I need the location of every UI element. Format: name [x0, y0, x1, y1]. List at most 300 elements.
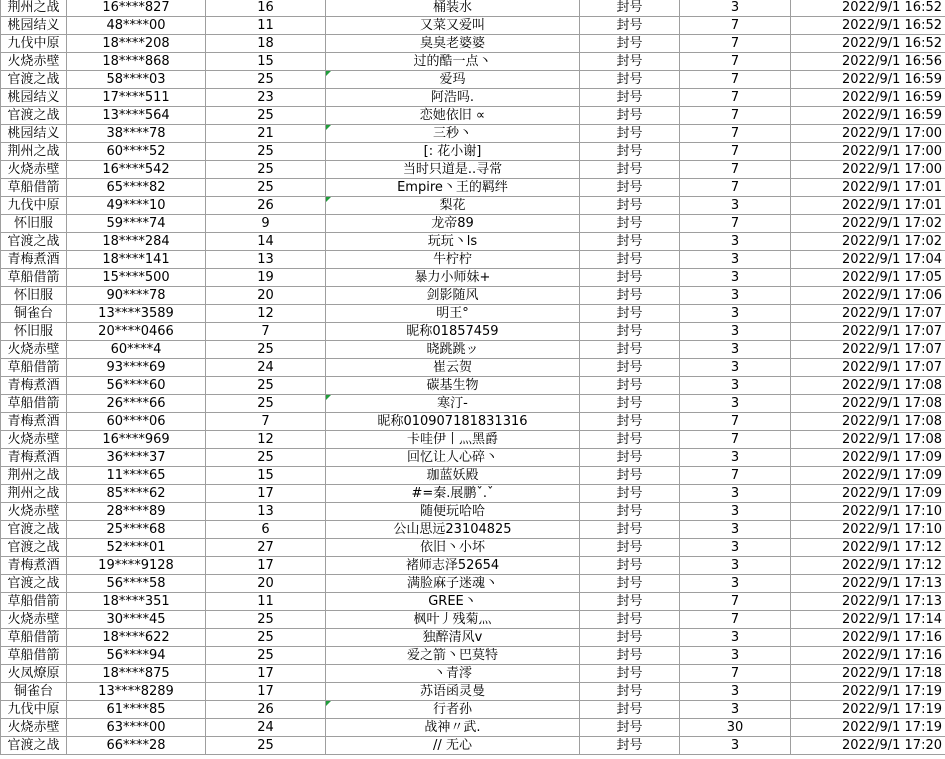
cell-account[interactable] — [67, 557, 206, 575]
cell-action[interactable] — [580, 143, 680, 161]
cell-account[interactable] — [67, 539, 206, 557]
cell-server[interactable] — [1, 449, 67, 467]
cell-account[interactable] — [67, 431, 206, 449]
cell-level[interactable] — [206, 53, 326, 71]
cell-player-name[interactable] — [326, 377, 580, 395]
cell-account[interactable] — [67, 53, 206, 71]
cell-action-text: 封号 — [616, 234, 643, 249]
cell-timestamp[interactable] — [791, 503, 945, 521]
cell-player-name[interactable] — [326, 323, 580, 341]
cell-player-name[interactable] — [326, 395, 580, 413]
cell-action[interactable] — [580, 89, 680, 107]
cell-level[interactable] — [206, 269, 326, 287]
cell-level[interactable] — [206, 737, 326, 755]
cell-player-name[interactable] — [326, 269, 580, 287]
cell-timestamp[interactable] — [791, 359, 945, 377]
cell-action[interactable] — [580, 215, 680, 233]
cell-account[interactable] — [67, 467, 206, 485]
cell-server[interactable] — [1, 503, 67, 521]
cell-level[interactable] — [206, 215, 326, 233]
cell-account[interactable] — [67, 323, 206, 341]
cell-timestamp[interactable] — [791, 143, 945, 161]
cell-server[interactable] — [1, 521, 67, 539]
cell-player-name[interactable] — [326, 215, 580, 233]
cell-action[interactable] — [580, 341, 680, 359]
cell-account[interactable] — [67, 395, 206, 413]
cell-server[interactable] — [1, 467, 67, 485]
cell-timestamp[interactable] — [791, 485, 945, 503]
cell-server[interactable] — [1, 269, 67, 287]
cell-timestamp[interactable] — [791, 251, 945, 269]
cell-level[interactable] — [206, 539, 326, 557]
cell-account[interactable] — [67, 485, 206, 503]
cell-ban-days[interactable] — [680, 377, 791, 395]
cell-ban-days[interactable] — [680, 341, 791, 359]
cell-action[interactable] — [580, 719, 680, 737]
cell-server[interactable] — [1, 485, 67, 503]
cell-level[interactable] — [206, 521, 326, 539]
cell-server[interactable] — [1, 719, 67, 737]
cell-timestamp[interactable] — [791, 683, 945, 701]
cell-player-name[interactable] — [326, 557, 580, 575]
cell-player-name[interactable] — [326, 413, 580, 431]
cell-server[interactable] — [1, 89, 67, 107]
cell-action[interactable] — [580, 0, 680, 17]
cell-ban-days[interactable] — [680, 395, 791, 413]
cell-action[interactable] — [580, 359, 680, 377]
cell-ban-days[interactable] — [680, 611, 791, 629]
cell-action[interactable] — [580, 647, 680, 665]
cell-player-name[interactable] — [326, 647, 580, 665]
cell-player-name[interactable] — [326, 539, 580, 557]
cell-ban-days[interactable] — [680, 575, 791, 593]
cell-level-text: 7 — [261, 414, 270, 429]
cell-ban-days[interactable] — [680, 629, 791, 647]
cell-server[interactable] — [1, 647, 67, 665]
cell-timestamp[interactable] — [791, 35, 945, 53]
cell-account[interactable] — [67, 143, 206, 161]
cell-account[interactable] — [67, 71, 206, 89]
cell-action[interactable] — [580, 269, 680, 287]
cell-action[interactable] — [580, 683, 680, 701]
cell-timestamp[interactable] — [791, 17, 945, 35]
cell-action[interactable] — [580, 575, 680, 593]
cell-account[interactable] — [67, 683, 206, 701]
cell-player-name[interactable] — [326, 53, 580, 71]
cell-ban-days[interactable] — [680, 557, 791, 575]
cell-account[interactable] — [67, 107, 206, 125]
cell-action[interactable] — [580, 17, 680, 35]
cell-timestamp[interactable] — [791, 107, 945, 125]
cell-action[interactable] — [580, 197, 680, 215]
cell-ban-days[interactable] — [680, 53, 791, 71]
cell-ban-days[interactable] — [680, 467, 791, 485]
cell-ban-days[interactable] — [680, 0, 791, 17]
cell-account[interactable] — [67, 359, 206, 377]
cell-account[interactable] — [67, 719, 206, 737]
cell-account[interactable] — [67, 701, 206, 719]
cell-level[interactable] — [206, 305, 326, 323]
cell-action[interactable] — [580, 287, 680, 305]
cell-server[interactable] — [1, 359, 67, 377]
cell-level[interactable] — [206, 593, 326, 611]
cell-timestamp[interactable] — [791, 53, 945, 71]
cell-ban-days[interactable] — [680, 719, 791, 737]
cell-account[interactable] — [67, 737, 206, 755]
cell-player-name[interactable] — [326, 0, 580, 17]
cell-player-name[interactable] — [326, 287, 580, 305]
cell-action[interactable] — [580, 449, 680, 467]
cell-player-name[interactable] — [326, 575, 580, 593]
cell-server[interactable] — [1, 431, 67, 449]
cell-timestamp[interactable] — [791, 611, 945, 629]
cell-timestamp[interactable] — [791, 395, 945, 413]
cell-level[interactable] — [206, 485, 326, 503]
cell-ban-days[interactable] — [680, 233, 791, 251]
cell-timestamp[interactable] — [791, 71, 945, 89]
cell-timestamp[interactable] — [791, 305, 945, 323]
cell-level[interactable] — [206, 341, 326, 359]
cell-timestamp[interactable] — [791, 665, 945, 683]
cell-timestamp[interactable] — [791, 539, 945, 557]
cell-player-name[interactable] — [326, 35, 580, 53]
cell-action[interactable] — [580, 107, 680, 125]
cell-level[interactable] — [206, 251, 326, 269]
cell-level[interactable] — [206, 503, 326, 521]
cell-ban-days[interactable] — [680, 35, 791, 53]
cell-action[interactable] — [580, 377, 680, 395]
cell-server[interactable] — [1, 395, 67, 413]
cell-player-name[interactable] — [326, 665, 580, 683]
cell-ban-days[interactable] — [680, 647, 791, 665]
cell-server[interactable] — [1, 341, 67, 359]
cell-player-name[interactable] — [326, 485, 580, 503]
cell-timestamp[interactable] — [791, 0, 945, 17]
cell-player-name[interactable] — [326, 305, 580, 323]
cell-server[interactable] — [1, 683, 67, 701]
cell-server[interactable] — [1, 161, 67, 179]
cell-action[interactable] — [580, 593, 680, 611]
cell-level[interactable] — [206, 143, 326, 161]
cell-timestamp[interactable] — [791, 287, 945, 305]
cell-player-name[interactable] — [326, 431, 580, 449]
cell-action[interactable] — [580, 413, 680, 431]
cell-ban-days[interactable] — [680, 17, 791, 35]
cell-level[interactable] — [206, 395, 326, 413]
cell-timestamp[interactable] — [791, 341, 945, 359]
cell-player-name[interactable] — [326, 161, 580, 179]
cell-action[interactable] — [580, 467, 680, 485]
cell-account[interactable] — [67, 503, 206, 521]
cell-level[interactable] — [206, 467, 326, 485]
cell-action[interactable] — [580, 161, 680, 179]
cell-server[interactable] — [1, 629, 67, 647]
cell-player-name[interactable] — [326, 71, 580, 89]
cell-server[interactable] — [1, 107, 67, 125]
cell-player-name[interactable] — [326, 359, 580, 377]
cell-server[interactable] — [1, 287, 67, 305]
cell-server[interactable] — [1, 251, 67, 269]
cell-level[interactable] — [206, 89, 326, 107]
cell-account[interactable] — [67, 341, 206, 359]
cell-account[interactable] — [67, 287, 206, 305]
cell-level[interactable] — [206, 197, 326, 215]
cell-action[interactable] — [580, 521, 680, 539]
cell-ban-days[interactable] — [680, 413, 791, 431]
cell-timestamp[interactable] — [791, 161, 945, 179]
cell-account[interactable] — [67, 0, 206, 17]
cell-server[interactable] — [1, 305, 67, 323]
cell-server[interactable] — [1, 179, 67, 197]
cell-level[interactable] — [206, 431, 326, 449]
cell-timestamp[interactable] — [791, 215, 945, 233]
cell-ban-days[interactable] — [680, 71, 791, 89]
cell-server[interactable] — [1, 701, 67, 719]
cell-level[interactable] — [206, 701, 326, 719]
cell-ban-days[interactable] — [680, 521, 791, 539]
cell-server[interactable] — [1, 323, 67, 341]
cell-level[interactable] — [206, 611, 326, 629]
cell-ban-days[interactable] — [680, 449, 791, 467]
cell-account[interactable] — [67, 593, 206, 611]
cell-server[interactable] — [1, 71, 67, 89]
cell-timestamp[interactable] — [791, 233, 945, 251]
cell-account[interactable] — [67, 35, 206, 53]
cell-timestamp[interactable] — [791, 269, 945, 287]
cell-ban-days[interactable] — [680, 251, 791, 269]
cell-action[interactable] — [580, 557, 680, 575]
cell-action[interactable] — [580, 323, 680, 341]
cell-ban-days[interactable] — [680, 143, 791, 161]
cell-player-name[interactable] — [326, 521, 580, 539]
cell-server[interactable] — [1, 557, 67, 575]
cell-ban-days[interactable] — [680, 107, 791, 125]
cell-ban-days[interactable] — [680, 683, 791, 701]
cell-account[interactable] — [67, 629, 206, 647]
cell-ban-days[interactable] — [680, 431, 791, 449]
cell-action[interactable] — [580, 179, 680, 197]
cell-action[interactable] — [580, 629, 680, 647]
cell-ban-days-text: 3 — [730, 324, 740, 339]
cell-server[interactable] — [1, 53, 67, 71]
cell-ban-days[interactable] — [680, 179, 791, 197]
cell-account[interactable] — [67, 161, 206, 179]
cell-server-text: 官渡之战 — [7, 540, 60, 555]
cell-level[interactable] — [206, 557, 326, 575]
cell-player-name-text: 珈蓝妖殿 — [426, 468, 479, 483]
cell-server[interactable] — [1, 215, 67, 233]
cell-ban-days[interactable] — [680, 197, 791, 215]
cell-server[interactable] — [1, 35, 67, 53]
cell-timestamp[interactable] — [791, 89, 945, 107]
cell-account[interactable] — [67, 197, 206, 215]
cell-ban-days[interactable] — [680, 161, 791, 179]
cell-ban-days[interactable] — [680, 737, 791, 755]
cell-account[interactable] — [67, 575, 206, 593]
cell-action[interactable] — [580, 611, 680, 629]
cell-action[interactable] — [580, 251, 680, 269]
cell-level[interactable] — [206, 647, 326, 665]
cell-ban-days[interactable] — [680, 539, 791, 557]
cell-level[interactable] — [206, 359, 326, 377]
cell-player-name[interactable] — [326, 719, 580, 737]
cell-ban-days[interactable] — [680, 593, 791, 611]
cell-timestamp[interactable] — [791, 719, 945, 737]
cell-level[interactable] — [206, 233, 326, 251]
cell-ban-days[interactable] — [680, 503, 791, 521]
cell-timestamp[interactable] — [791, 737, 945, 755]
cell-account[interactable] — [67, 251, 206, 269]
cell-player-name[interactable] — [326, 179, 580, 197]
cell-account[interactable] — [67, 377, 206, 395]
cell-account[interactable] — [67, 179, 206, 197]
cell-level[interactable] — [206, 323, 326, 341]
cell-timestamp[interactable] — [791, 647, 945, 665]
cell-timestamp[interactable] — [791, 521, 945, 539]
cell-action[interactable] — [580, 665, 680, 683]
cell-timestamp[interactable] — [791, 701, 945, 719]
cell-server[interactable] — [1, 593, 67, 611]
cell-player-name[interactable] — [326, 107, 580, 125]
cell-level[interactable] — [206, 683, 326, 701]
cell-account[interactable] — [67, 521, 206, 539]
cell-server[interactable] — [1, 197, 67, 215]
cell-level[interactable] — [206, 629, 326, 647]
cell-timestamp[interactable] — [791, 575, 945, 593]
cell-timestamp[interactable] — [791, 413, 945, 431]
cell-player-name[interactable] — [326, 143, 580, 161]
cell-timestamp[interactable] — [791, 629, 945, 647]
cell-timestamp[interactable] — [791, 557, 945, 575]
cell-account[interactable] — [67, 89, 206, 107]
cell-action[interactable] — [580, 125, 680, 143]
cell-action[interactable] — [580, 737, 680, 755]
cell-timestamp[interactable] — [791, 125, 945, 143]
cell-player-name[interactable] — [326, 593, 580, 611]
cell-player-name[interactable] — [326, 737, 580, 755]
cell-ban-days[interactable] — [680, 485, 791, 503]
cell-action[interactable] — [580, 35, 680, 53]
cell-player-name[interactable] — [326, 467, 580, 485]
cell-server[interactable] — [1, 143, 67, 161]
cell-level[interactable] — [206, 71, 326, 89]
cell-action[interactable] — [580, 503, 680, 521]
cell-server[interactable] — [1, 377, 67, 395]
cell-level[interactable] — [206, 0, 326, 17]
cell-ban-days[interactable] — [680, 305, 791, 323]
cell-player-name[interactable] — [326, 125, 580, 143]
cell-player-name[interactable] — [326, 683, 580, 701]
cell-account[interactable] — [67, 215, 206, 233]
cell-level[interactable] — [206, 107, 326, 125]
cell-player-name[interactable] — [326, 503, 580, 521]
cell-account[interactable] — [67, 665, 206, 683]
cell-action[interactable] — [580, 539, 680, 557]
cell-server[interactable] — [1, 611, 67, 629]
cell-server[interactable] — [1, 665, 67, 683]
cell-action[interactable] — [580, 71, 680, 89]
cell-player-name[interactable] — [326, 611, 580, 629]
cell-action[interactable] — [580, 305, 680, 323]
cell-timestamp[interactable] — [791, 449, 945, 467]
cell-level[interactable] — [206, 413, 326, 431]
cell-level[interactable] — [206, 17, 326, 35]
cell-account[interactable] — [67, 647, 206, 665]
cell-ban-days[interactable] — [680, 269, 791, 287]
cell-timestamp[interactable] — [791, 179, 945, 197]
cell-player-name[interactable] — [326, 251, 580, 269]
cell-account[interactable] — [67, 305, 206, 323]
cell-action[interactable] — [580, 431, 680, 449]
cell-player-name[interactable] — [326, 233, 580, 251]
cell-level[interactable] — [206, 287, 326, 305]
cell-account[interactable] — [67, 413, 206, 431]
cell-timestamp[interactable] — [791, 467, 945, 485]
cell-level[interactable] — [206, 665, 326, 683]
cell-server[interactable] — [1, 575, 67, 593]
cell-timestamp[interactable] — [791, 197, 945, 215]
cell-ban-days[interactable] — [680, 323, 791, 341]
cell-ban-days[interactable] — [680, 125, 791, 143]
cell-ban-days[interactable] — [680, 215, 791, 233]
cell-server[interactable] — [1, 17, 67, 35]
cell-server[interactable] — [1, 413, 67, 431]
cell-level[interactable] — [206, 719, 326, 737]
cell-server[interactable] — [1, 737, 67, 755]
cell-account[interactable] — [67, 125, 206, 143]
cell-ban-days[interactable] — [680, 701, 791, 719]
cell-server[interactable] — [1, 539, 67, 557]
cell-timestamp[interactable] — [791, 323, 945, 341]
cell-level[interactable] — [206, 125, 326, 143]
cell-ban-days[interactable] — [680, 665, 791, 683]
cell-server[interactable] — [1, 125, 67, 143]
cell-level[interactable] — [206, 377, 326, 395]
cell-ban-days[interactable] — [680, 287, 791, 305]
cell-player-name[interactable] — [326, 89, 580, 107]
cell-account[interactable] — [67, 269, 206, 287]
cell-account[interactable] — [67, 233, 206, 251]
cell-level[interactable] — [206, 179, 326, 197]
cell-level[interactable] — [206, 35, 326, 53]
cell-timestamp[interactable] — [791, 431, 945, 449]
cell-ban-days[interactable] — [680, 89, 791, 107]
cell-action[interactable] — [580, 485, 680, 503]
cell-player-name[interactable] — [326, 449, 580, 467]
cell-action[interactable] — [580, 233, 680, 251]
cell-level-text: 11 — [257, 18, 274, 33]
cell-timestamp[interactable] — [791, 377, 945, 395]
cell-action[interactable] — [580, 53, 680, 71]
cell-level[interactable] — [206, 575, 326, 593]
cell-account[interactable] — [67, 17, 206, 35]
cell-timestamp[interactable] — [791, 593, 945, 611]
cell-player-name[interactable] — [326, 341, 580, 359]
cell-player-name[interactable] — [326, 197, 580, 215]
cell-account[interactable] — [67, 449, 206, 467]
cell-level[interactable] — [206, 449, 326, 467]
cell-player-name[interactable] — [326, 17, 580, 35]
cell-player-name[interactable] — [326, 629, 580, 647]
cell-ban-days[interactable] — [680, 359, 791, 377]
cell-server[interactable] — [1, 233, 67, 251]
cell-account[interactable] — [67, 611, 206, 629]
cell-player-name[interactable] — [326, 701, 580, 719]
cell-level[interactable] — [206, 161, 326, 179]
cell-action[interactable] — [580, 395, 680, 413]
cell-server[interactable] — [1, 0, 67, 17]
cell-action[interactable] — [580, 701, 680, 719]
